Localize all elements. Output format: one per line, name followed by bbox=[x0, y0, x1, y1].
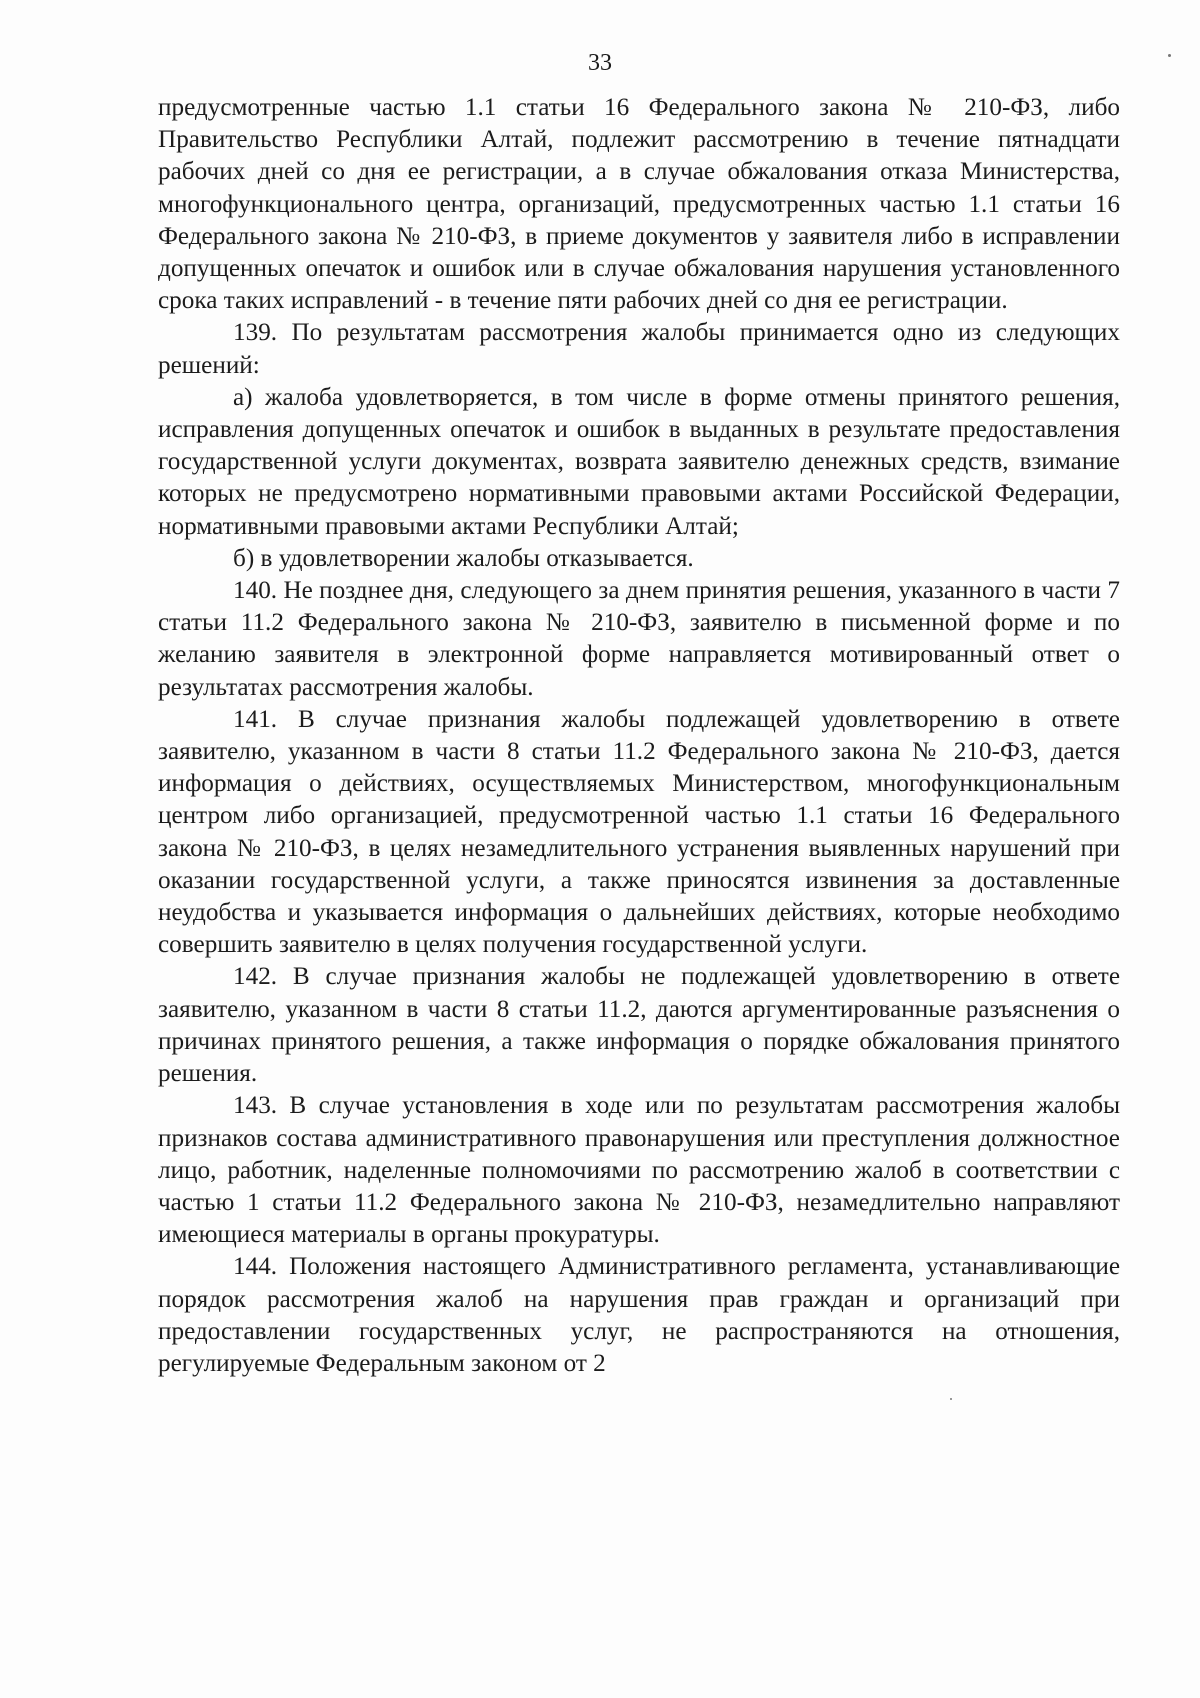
paragraph-143: 143. В случае установления в ходе или по результатам рассмотрения жалобы признаков состава административного правонарушения или преступления должностное лицо, работник, наделенные полномочиями по рассмотрению жалоб в соответствии с частью 1 статьи 11.2 Федерального закона № 210-ФЗ, незамедлительно направляют имеющиеся материалы в органы прокуратуры. bbox=[158, 1092, 1120, 1249]
page-number: 33 bbox=[588, 50, 612, 76]
paragraph-continuation: предусмотренные частью 1.1 статьи 16 Федерального закона № 210-ФЗ, либо Правительство Республики Алтай, подлежит рассмотрению в течение пятнадцати рабочих дней со дня ее регистрации, а в случае обжалования отказа Министерства, многофункционального центра, организаций, предусмотренных частью 1.1 статьи 16 Федерального закона № 210-ФЗ, в приеме документов у заявителя либо в исправлении допущенных опечаток и ошибок или в случае обжалования нарушения установленного срока таких исправлений - в течение пяти рабочих дней со дня ее регистрации. bbox=[158, 94, 1120, 315]
paragraph-141: 141. В случае признания жалобы подлежащей удовлетворению в ответе заявителю, указанном в части 8 статьи 11.2 Федерального закона № 210-ФЗ, дается информация о действиях, осуществляемых Министерством, многофункциональным центром либо организацией, предусмотренной частью 1.1 статьи 16 Федерального закона № 210-ФЗ, в целях незамедлительного устранения выявленных нарушений при оказании государственной услуги, а также приносятся извинения за доставленные неудобства и указывается информация о дальнейших действиях, которые необходимо совершить заявителю в целях получения государственной услуги. bbox=[158, 705, 1120, 959]
scan-speck bbox=[1168, 54, 1171, 57]
paragraph-139-b: б) в удовлетворении жалобы отказывается. bbox=[233, 544, 694, 572]
paragraph-139-a: а) жалоба удовлетворяется, в том числе в форме отмены принятого решения, исправления допущенных опечаток и ошибок в выданных в результате предоставления государственной услуги документах, возврата заявителю денежных средств, взимание которых не предусмотрено нормативными правовыми актами Российской Федерации, нормативными правовыми актами Республики Алтай; bbox=[158, 383, 1120, 540]
paragraph-139: 139. По результатам рассмотрения жалобы принимается одно из следующих решений: bbox=[158, 319, 1120, 379]
document-body bbox=[158, 92, 1120, 1380]
paragraph-142: 142. В случае признания жалобы не подлежащей удовлетворению в ответе заявителю, указанном в части 8 статьи 11.2, даются аргументированные разъяснения о причинах принятого решения, а также информация о порядке обжалования принятого решения. bbox=[158, 963, 1120, 1088]
scan-speck bbox=[950, 1398, 952, 1400]
paragraph-144: 144. Положения настоящего Административного регламента, устанавливающие порядок рассмотрения жалоб на нарушения прав граждан и организаций при предоставлении государственных услуг, не распространяются на отношения, регулируемые Федеральным законом от 2 bbox=[158, 1253, 1120, 1377]
paragraph-140: 140. Не позднее дня, следующего за днем принятия решения, указанного в части 7 статьи 11.2 Федерального закона № 210-ФЗ, заявителю в письменной форме и по желанию заявителя в электронной форме направляется мотивированный ответ о результатах рассмотрения жалобы. bbox=[158, 577, 1120, 701]
